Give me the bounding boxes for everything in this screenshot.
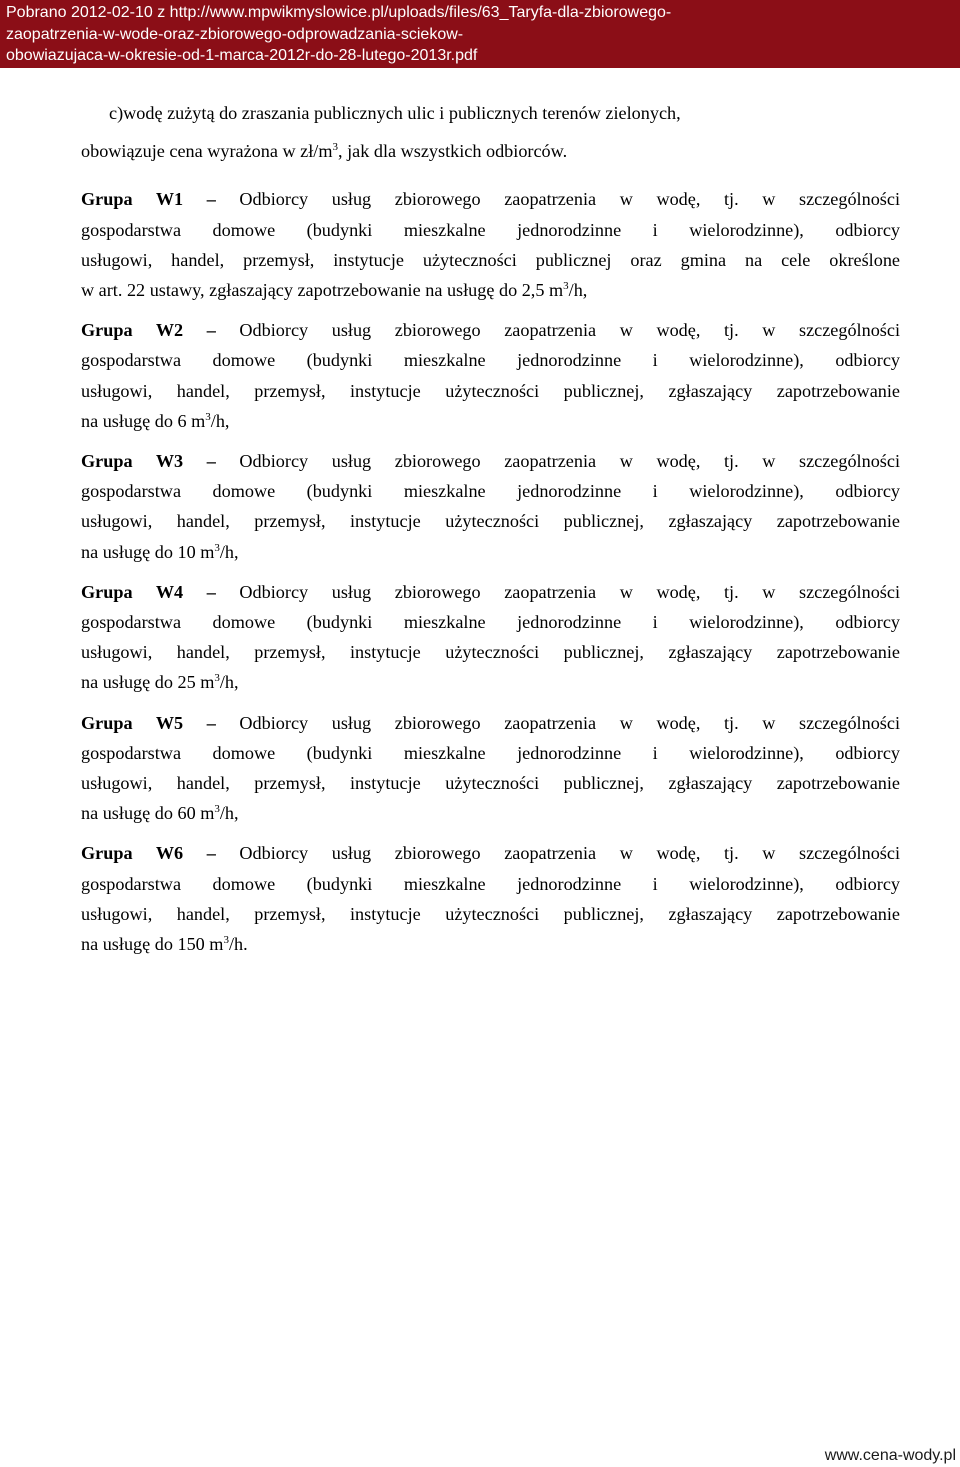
intro-line-2: [81, 136, 900, 166]
document-body: [81, 98, 900, 969]
group-w1-dash: –: [206, 189, 216, 210]
group-w5-dash: –: [206, 712, 216, 733]
group-w1-line-2: gospodarstwa domowe (budynki mieszkalne jednorodzinne i wielorodzinne), odbiorcy: [81, 219, 900, 240]
group-w1-line-4-tail: /h,: [568, 280, 588, 301]
group-w5-line-3: usługowi, handel, przemysł, instytucje użyteczności publicznej, zgłaszający zapotrzebowanie: [81, 773, 900, 794]
group-w2-superscript: 3: [205, 410, 211, 423]
group-w6-label: Grupa W6: [81, 843, 184, 864]
group-w2-line-4-tail: /h,: [210, 410, 230, 431]
group-w1-line-4: [81, 275, 900, 305]
group-w4-paragraph: [81, 577, 900, 698]
banner-line-2: zaopatrzenia-w-wode-oraz-zbiorowego-odprowadzania-sciekow-: [6, 25, 464, 43]
banner-line-3: obowiazujaca-w-okresie-od-1-marca-2012r-do-28-lutego-2013r.pdf: [6, 47, 478, 64]
group-w3-line-2: gospodarstwa domowe (budynki mieszkalne jednorodzinne i wielorodzinne), odbiorcy: [81, 481, 900, 502]
group-w2-line-2: gospodarstwa domowe (budynki mieszkalne jednorodzinne i wielorodzinne), odbiorcy: [81, 350, 900, 371]
group-w4-line-3: usługowi, handel, przemysł, instytucje użyteczności publicznej, zgłaszający zapotrzebowanie: [81, 642, 900, 663]
group-w3-dash: –: [206, 451, 216, 472]
group-w6-line-4-text: na usługę do 150 m: [81, 934, 224, 955]
group-w3-line-4-text: na usługę do 10 m: [81, 541, 215, 562]
group-w5-line-2: gospodarstwa domowe (budynki mieszkalne jednorodzinne i wielorodzinne), odbiorcy: [81, 742, 900, 763]
group-w3-label: Grupa W3: [81, 451, 184, 472]
group-w2-line-1-text: Odbiorcy usług zbiorowego zaopatrzenia w wodę, tj. w szczególności: [239, 320, 900, 341]
intro-line-2-superscript: 3: [332, 141, 338, 154]
group-w6-line-3: usługowi, handel, przemysł, instytucje użyteczności publicznej, zgłaszający zapotrzebowanie: [81, 903, 900, 924]
group-w5-line-4: [81, 798, 900, 828]
group-w2-line-4: [81, 406, 900, 436]
intro-line-2-tail: , jak dla wszystkich odbiorców.: [337, 141, 568, 162]
group-w2-dash: –: [206, 320, 216, 341]
download-source-banner: [0, 0, 960, 68]
group-w3-superscript: 3: [214, 541, 220, 554]
group-w1-superscript: 3: [563, 280, 569, 293]
group-w1-line-1: [81, 184, 900, 214]
group-w4-line-2: gospodarstwa domowe (budynki mieszkalne jednorodzinne i wielorodzinne), odbiorcy: [81, 612, 900, 633]
group-w4-superscript: 3: [214, 672, 220, 685]
group-w2-line-4-text: na usługę do 6 m: [81, 410, 206, 431]
group-w4-line-4-text: na usługę do 25 m: [81, 672, 215, 693]
group-w6-paragraph: [81, 838, 900, 959]
group-w4-label: Grupa W4: [81, 581, 184, 602]
group-w2-line-3: usługowi, handel, przemysł, instytucje użyteczności publicznej, zgłaszający zapotrzebowanie: [81, 380, 900, 401]
group-w1-label: Grupa W1: [81, 189, 184, 210]
group-w1-line-1-text: Odbiorcy usług zbiorowego zaopatrzenia w wodę, tj. w szczególności: [239, 189, 900, 210]
banner-line-1: Pobrano 2012-02-10 z http://www.mpwikmyslowice.pl/uploads/files/63_Taryfa-dla-zbiorowego-: [6, 4, 672, 21]
group-w3-paragraph: [81, 446, 900, 567]
group-w1-line-3: usługowi, handel, przemysł, instytucje użyteczności publicznej oraz gmina na cele określone: [81, 249, 900, 270]
group-w5-line-1: [81, 708, 900, 738]
intro-line-2-text: obowiązuje cena wyrażona w zł/m: [81, 141, 333, 162]
group-w6-line-1: [81, 838, 900, 868]
group-w2-paragraph: [81, 315, 900, 436]
group-w1-paragraph: [81, 184, 900, 305]
group-w3-line-1: [81, 446, 900, 476]
group-w6-line-1-text: Odbiorcy usług zbiorowego zaopatrzenia w wodę, tj. w szczególności: [239, 843, 900, 864]
group-w6-line-4: [81, 929, 900, 959]
group-w1-line-4-text: w art. 22 ustawy, zgłaszający zapotrzebowanie na usługę do 2,5 m: [81, 280, 564, 301]
group-w6-superscript: 3: [223, 934, 229, 947]
group-w4-line-1: [81, 577, 900, 607]
group-w2-label: Grupa W2: [81, 320, 184, 341]
group-w4-line-1-text: Odbiorcy usług zbiorowego zaopatrzenia w wodę, tj. w szczególności: [239, 581, 900, 602]
group-w6-line-4-tail: /h.: [228, 934, 248, 955]
footer-site-link[interactable]: www.cena-wody.pl: [824, 1447, 956, 1464]
group-w5-line-4-tail: /h,: [219, 803, 239, 824]
group-w4-dash: –: [206, 581, 216, 602]
group-w5-paragraph: [81, 708, 900, 829]
group-w5-line-1-text: Odbiorcy usług zbiorowego zaopatrzenia w wodę, tj. w szczególności: [239, 712, 900, 733]
group-w5-superscript: 3: [214, 803, 220, 816]
group-w3-line-3: usługowi, handel, przemysł, instytucje użyteczności publicznej, zgłaszający zapotrzebowanie: [81, 511, 900, 532]
group-w5-line-4-text: na usługę do 60 m: [81, 803, 215, 824]
group-w6-dash: –: [206, 843, 216, 864]
intro-line-1: c)wodę zużytą do zraszania publicznych ulic i publicznych terenów zielonych,: [109, 103, 681, 123]
group-w4-line-4-tail: /h,: [219, 672, 239, 693]
group-w3-line-4: [81, 537, 900, 567]
group-w3-line-4-tail: /h,: [219, 541, 239, 562]
group-w3-line-1-text: Odbiorcy usług zbiorowego zaopatrzenia w wodę, tj. w szczególności: [239, 451, 900, 472]
group-w5-label: Grupa W5: [81, 712, 184, 733]
group-w4-line-4: [81, 667, 900, 697]
group-w2-line-1: [81, 315, 900, 345]
group-w6-line-2: gospodarstwa domowe (budynki mieszkalne jednorodzinne i wielorodzinne), odbiorcy: [81, 873, 900, 894]
